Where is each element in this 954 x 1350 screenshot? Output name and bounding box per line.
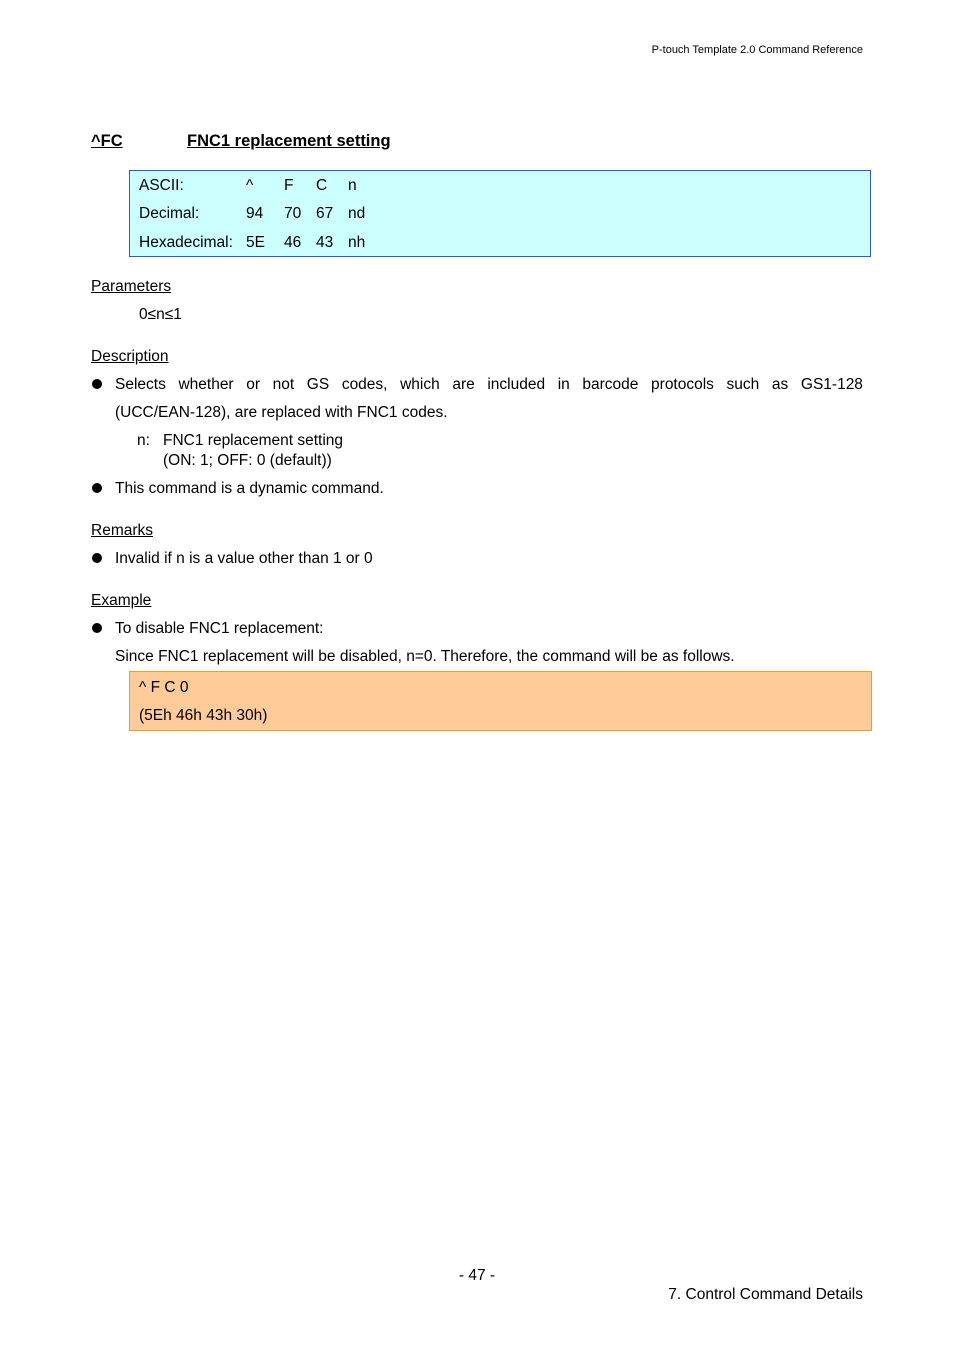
code-row-label: Hexadecimal: xyxy=(139,234,233,251)
description-bullet-1-line-2: (UCC/EAN-128), are replaced with FNC1 codes. xyxy=(115,404,448,421)
parameters-heading: Parameters xyxy=(91,278,172,295)
description-heading: Description xyxy=(91,348,169,365)
code-row-label: ASCII: xyxy=(139,177,184,194)
bullet-icon xyxy=(92,623,102,633)
document-reference-title: P-touch Template 2.0 Command Reference xyxy=(651,44,863,56)
param-description: FNC1 replacement setting xyxy=(163,432,344,449)
footer-section-title: 7. Control Command Details xyxy=(668,1286,863,1303)
code-cell: 5E xyxy=(246,234,265,251)
bullet-icon xyxy=(92,379,102,389)
code-cell: C xyxy=(316,177,328,194)
parameter-range: 0≤n≤1 xyxy=(139,306,182,323)
code-cell: nh xyxy=(348,234,366,251)
example-code-line-2: (5Eh 46h 43h 30h) xyxy=(139,707,268,724)
param-values: (ON: 1; OFF: 0 (default)) xyxy=(163,452,332,469)
remarks-heading: Remarks xyxy=(91,522,154,539)
example-code-line-1: ^ F C 0 xyxy=(139,679,189,696)
command-title xyxy=(91,132,391,151)
bullet-icon xyxy=(92,553,102,563)
example-explanation: Since FNC1 replacement will be disabled, n=0. Therefore, the command will be as follows. xyxy=(115,648,735,665)
command-name: FNC1 replacement setting xyxy=(187,132,391,150)
example-code-box xyxy=(129,671,872,731)
example-bullet-1: To disable FNC1 replacement: xyxy=(115,620,324,637)
command-code-table xyxy=(129,170,871,257)
code-row-label: Decimal: xyxy=(139,205,200,222)
param-label: n: xyxy=(137,432,150,449)
code-cell: 94 xyxy=(246,205,264,222)
code-cell: 43 xyxy=(316,234,334,251)
bullet-icon xyxy=(92,483,102,493)
code-cell: 67 xyxy=(316,205,334,222)
example-heading: Example xyxy=(91,592,152,609)
command-code: ^FC xyxy=(91,132,123,150)
description-bullet-2: This command is a dynamic command. xyxy=(115,480,384,497)
code-cell: 46 xyxy=(284,234,302,251)
code-cell: 70 xyxy=(284,205,302,222)
description-bullet-1-line-1: Selects whether or not GS codes, which are included in barcode protocols such as GS1-128 xyxy=(115,376,863,393)
code-cell: F xyxy=(284,177,294,194)
remarks-bullet-1: Invalid if n is a value other than 1 or 0 xyxy=(115,550,373,567)
code-cell: n xyxy=(348,177,357,194)
code-cell: nd xyxy=(348,205,366,222)
code-cell: ^ xyxy=(246,177,254,194)
page-number: - 47 - xyxy=(458,1267,496,1284)
